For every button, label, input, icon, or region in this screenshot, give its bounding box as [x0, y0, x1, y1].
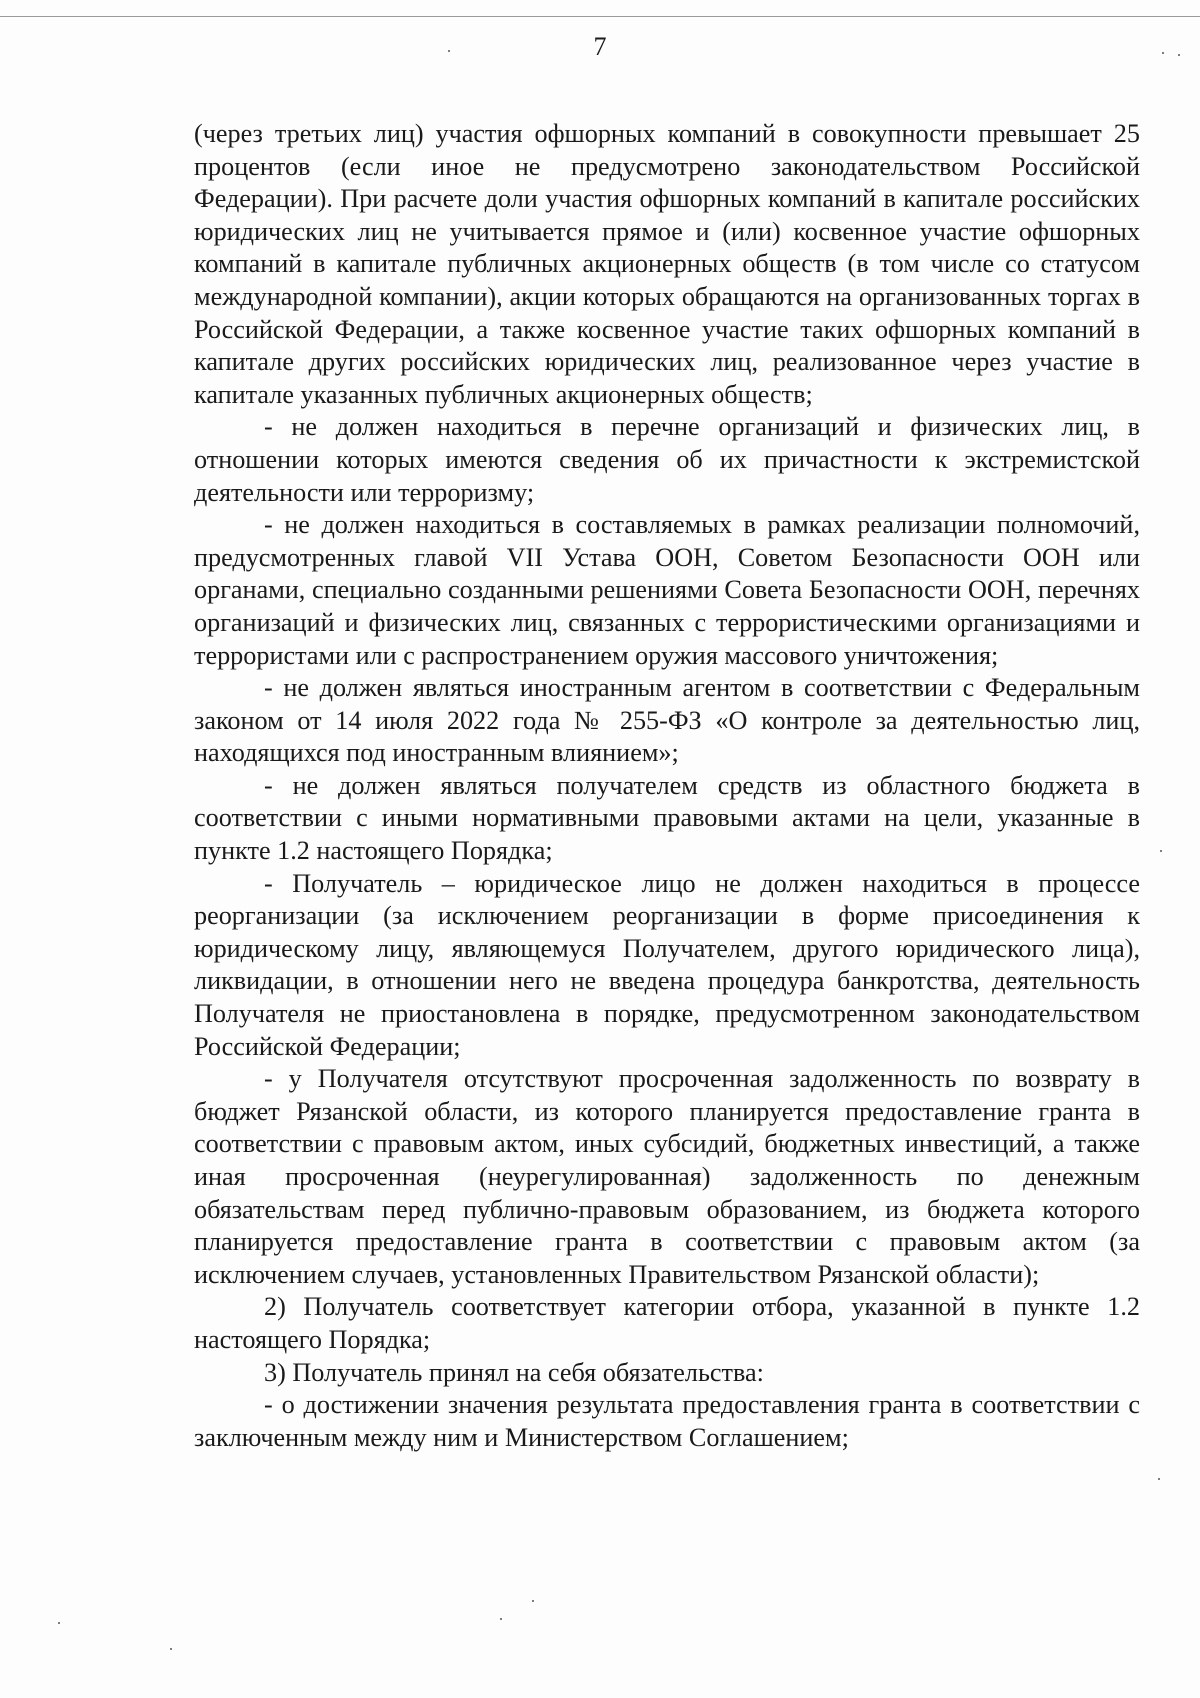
scan-speck: [1162, 52, 1164, 54]
paragraph-extremism-list: - не должен находиться в перечне организаций и физических лиц, в отношении которых имеются сведения об их причастности к экстремистской деятельности или терроризму;: [194, 412, 1140, 507]
scan-speck: [1160, 850, 1162, 852]
scan-speck: [500, 1618, 502, 1620]
paragraph-un-sanctions-list: - не должен находиться в составляемых в рамках реализации полномочий, предусмотренных главой VII Устава ООН, Советом Безопасности ООН или органами, специально созданными решениями Совета Безопасности ООН, перечнях организаций и физических лиц, связанных с террористическими организациями и террористами или с распространением оружия массового уничтожения;: [194, 510, 1140, 670]
paragraph-reorganization: - Получатель – юридическое лицо не должен находиться в процессе реорганизации (за исключением реорганизации в форме присоединения к юридическому лицу, являющемуся Получателем, другого юридического лица), ликвидации, в отношении него не введена процедура банкротства, деятельность Получателя не приостановлена в порядке, предусмотренном законодательством Российской Федерации;: [194, 868, 1140, 1061]
scan-speck: [448, 50, 450, 52]
page-number: 7: [593, 32, 607, 61]
scan-speck: [58, 1622, 60, 1624]
scan-speck: [1178, 54, 1180, 56]
scan-top-edge: [0, 16, 1200, 17]
paragraph-foreign-agent: - не должен являться иностранным агентом в соответствии с Федеральным законом от 14 июля 2022 года № 255-ФЗ «О контроле за деятельностью лиц, находящихся под иностранным влиянием»;: [194, 673, 1140, 768]
paragraph-obligations-heading: 3) Получатель принял на себя обязательства:: [264, 1357, 764, 1387]
scan-speck: [170, 1648, 172, 1650]
paragraph-offshore-participation: (через третьих лиц) участия офшорных компаний в совокупности превышает 25 процентов (если иное не предусмотрено законодательством Российской Федерации). При расчете доли участия офшорных компаний в капитале российских юридических лиц не учитывается прямое и (или) косвенное участие офшорных компаний в капитале публичных акционерных обществ (в том числе со статусом международной компании), акции которых обращаются на организованных торгах в Российской Федерации, а также косвенное участие таких офшорных компаний в капитале других российских юридических лиц, реализованное через участие в капитале указанных публичных акционерных обществ;: [194, 119, 1140, 409]
paragraph-selection-category: 2) Получатель соответствует категории отбора, указанной в пункте 1.2 настоящего Порядка;: [194, 1292, 1140, 1354]
document-body: [194, 118, 1140, 1454]
scan-speck: [532, 1600, 534, 1602]
scan-speck: [1158, 1478, 1160, 1480]
paragraph-overdue-debt: - у Получателя отсутствуют просроченная задолженность по возврату в бюджет Рязанской области, из которого планируется предоставление гранта в соответствии с правовым актом, иных субсидий, бюджетных инвестиций, а также иная просроченная (неурегулированная) задолженность по денежным обязательствам перед публично-правовым образованием, из бюджета которого планируется предоставление гранта в соответствии с правовым актом (за исключением случаев, установленных Правительством Рязанской области);: [194, 1064, 1140, 1289]
paragraph-other-budget-funds: - не должен являться получателем средств из областного бюджета в соответствии с иными нормативными правовыми актами на цели, указанные в пункте 1.2 настоящего Порядка;: [194, 770, 1140, 866]
paragraph-result-achievement: - о достижении значения результата предоставления гранта в соответствии с заключенным между ним и Министерством Соглашением;: [194, 1390, 1140, 1452]
